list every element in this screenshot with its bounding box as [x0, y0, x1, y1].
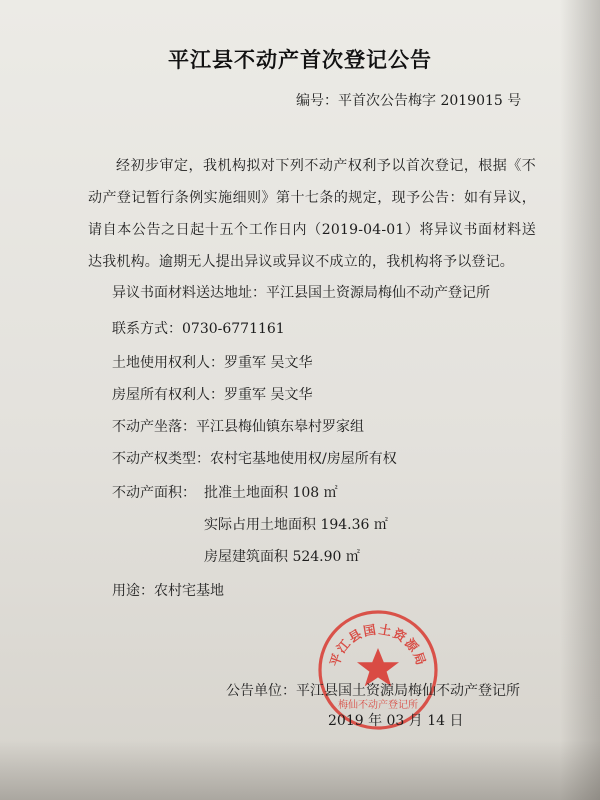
- land-right-holder: 土地使用权利人：罗重军 吴文华: [112, 355, 313, 371]
- seal-sub-text: 梅仙不动产登记所: [338, 700, 418, 711]
- property-location: 不动产坐落：平江县梅仙镇东皋村罗家组: [112, 419, 364, 435]
- right-type: 不动产权类型：农村宅基地使用权/房屋所有权: [112, 451, 397, 467]
- page-title: 平江县不动产首次登记公告: [168, 48, 432, 72]
- seal-arc-text: 平江县国土资源局: [326, 621, 430, 669]
- actual-area: 实际占用土地面积 194.36 ㎡: [204, 517, 388, 533]
- page-shadow-right: [560, 0, 600, 800]
- contact-info: 联系方式：0730-6771161: [112, 321, 285, 337]
- page-shadow-bottom: [0, 740, 600, 800]
- approved-area: 批准土地面积 108 ㎡: [204, 485, 338, 501]
- building-area: 房屋建筑面积 524.90 ㎡: [204, 549, 360, 565]
- issuer: 公告单位：平江县国土资源局梅仙不动产登记所: [226, 683, 520, 699]
- area-label: 不动产面积：: [112, 485, 196, 501]
- issue-date: 2019 年 03 月 14 日: [328, 713, 464, 729]
- objection-address: 异议书面材料送达地址：平江县国土资源局梅仙不动产登记所: [112, 285, 490, 301]
- document-number: 编号：平首次公告梅字 2019015 号: [296, 93, 522, 109]
- house-owner: 房屋所有权利人：罗重军 吴文华: [112, 387, 313, 403]
- intro-paragraph: 经初步审定，我机构拟对下列不动产权利予以首次登记，根据《不动产登记暂行条例实施细则》第十七条的规定，现予公告：如有异议，请自本公告之日起十五个工作日内（2019-04-01）将异议书面材料送达我机构。逾期无人提出异议或异议不成立的，我机构将予以登记。: [88, 158, 536, 270]
- usage: 用途：农村宅基地: [112, 583, 224, 599]
